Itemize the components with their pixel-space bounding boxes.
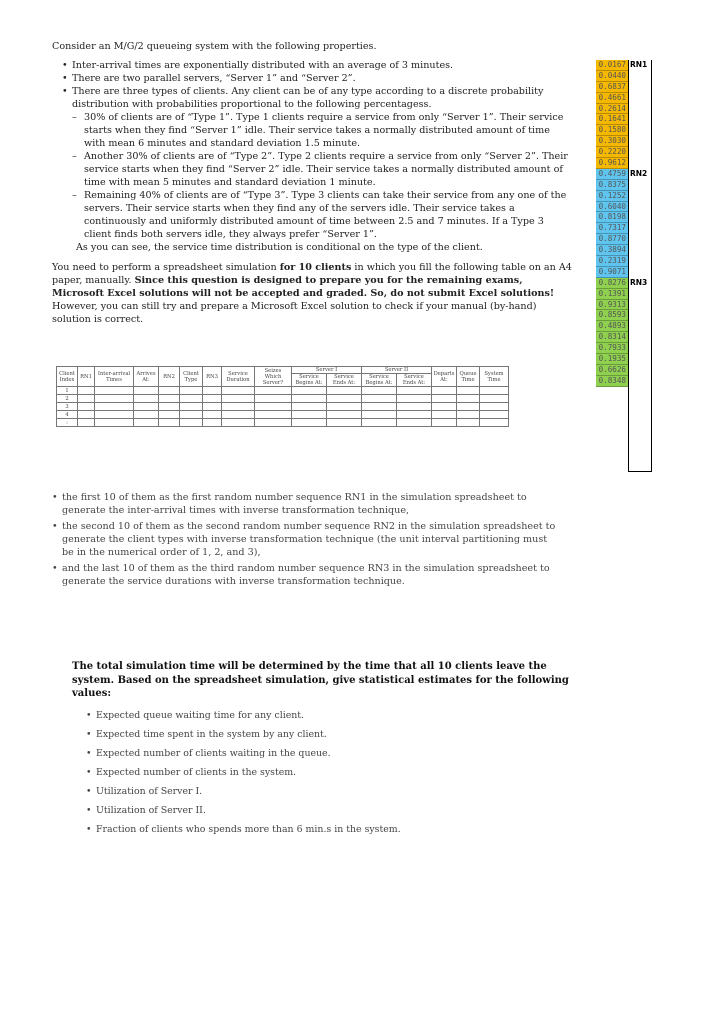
rn-value: 0.1641: [596, 114, 628, 125]
table-cell: [362, 395, 397, 403]
header-s2-begins: Service Begins At:: [362, 374, 397, 387]
row-index-cell: 2: [57, 395, 78, 403]
table-cell: [397, 419, 432, 427]
table-cell: [327, 387, 362, 395]
table-cell: [134, 395, 159, 403]
table-row: [57, 387, 509, 395]
table-cell: [457, 411, 480, 419]
rn-value: 0.9071: [596, 267, 628, 278]
table-cell: [397, 395, 432, 403]
table-cell: [222, 395, 255, 403]
estimate-item: • Fraction of clients who spends more than 6 min.s in the system.: [86, 820, 592, 839]
header-server2: Server II: [362, 367, 432, 374]
table-cell: [95, 419, 134, 427]
table-cell: [159, 419, 180, 427]
rn-value: 0.9612: [596, 158, 628, 169]
table-cell: [292, 403, 327, 411]
header-departs: Departs At:: [432, 367, 457, 387]
table-cell: [222, 387, 255, 395]
table-cell: [203, 387, 222, 395]
table-cell: [327, 419, 362, 427]
table-cell: [362, 403, 397, 411]
usage-rn1: • the first 10 of them as the first random number sequence RN1 in the simulation spreadsheet to generate the inter-arrival times with inverse transformation technique,: [52, 491, 560, 517]
type2-item: – Another 30% of clients are of “Type 2”. Type 2 clients require a service from only “Server 2”. Their service starts when they find “Server 2” idle. Their service takes a normally distributed amount of time with mean 5 minutes and standard deviation 1 minute.: [72, 150, 572, 189]
row-index-cell: :: [57, 419, 78, 427]
table-cell: [95, 411, 134, 419]
table-cell: [457, 387, 480, 395]
conditional-note: As you can see, the service time distribution is conditional on the type of the client.: [76, 242, 483, 253]
estimate-item: • Expected time spent in the system by any client.: [86, 725, 592, 744]
header-rn3: RN3: [203, 367, 222, 387]
table-cell: [255, 419, 292, 427]
rn-value: 0.6626: [596, 365, 628, 376]
property-client-types: [62, 85, 572, 241]
table-cell: [180, 387, 203, 395]
table-row: [57, 395, 509, 403]
usage-section: [52, 491, 560, 588]
table-cell: [78, 411, 95, 419]
table-cell: [222, 419, 255, 427]
header-client-type: Client Type: [180, 367, 203, 387]
table-cell: [180, 395, 203, 403]
intro-section: [52, 40, 572, 326]
task-paragraph: You need to perform a spreadsheet simulation for 10 clients in which you fill the following table on an A4 paper, manually. Since this question is designed to prepare you for the remaining exams, Microsoft Excel solutions will not be accepted and graded. So, do not submit Excel solutions! However, you can still try and prepare a Microsoft Excel solution to check if your manual (by-hand) solution is correct.: [52, 262, 572, 325]
table-cell: [397, 403, 432, 411]
table-cell: [180, 419, 203, 427]
client-types-text: There are three types of clients. Any client can be of any type according to a discrete probability distribution with probabilities proportional to the following percentagess.: [72, 86, 544, 110]
header-interarrival: Inter-arrival Times: [95, 367, 134, 387]
table-cell: [457, 403, 480, 411]
intro-lead: Consider an M/G/2 queueing system with the following properties.: [52, 41, 377, 52]
table-cell: [255, 387, 292, 395]
table-cell: [362, 419, 397, 427]
table-cell: [292, 387, 327, 395]
header-rn1: RN1: [78, 367, 95, 387]
table-cell: [292, 419, 327, 427]
row-index-cell: 1: [57, 387, 78, 395]
table-cell: [222, 411, 255, 419]
rn-label: RN2: [630, 168, 648, 178]
table-cell: [292, 395, 327, 403]
table-cell: [397, 411, 432, 419]
rn-label-frame: [628, 60, 652, 472]
table-cell: [159, 411, 180, 419]
simulation-table: [56, 366, 509, 427]
table-cell: [203, 419, 222, 427]
rn-value: 0.8770: [596, 234, 628, 245]
estimate-item: • Expected number of clients waiting in the queue.: [86, 744, 592, 763]
table-cell: [327, 411, 362, 419]
estimate-item: • Expected number of clients in the system.: [86, 763, 592, 782]
header-service-duration: Service Duration: [222, 367, 255, 387]
rn-value: 0.3030: [596, 136, 628, 147]
table-cell: [327, 395, 362, 403]
table-cell: [292, 411, 327, 419]
table-cell: [480, 403, 509, 411]
header-s1-ends: Service Ends At:: [327, 374, 362, 387]
rn-value: 0.8314: [596, 332, 628, 343]
table-cell: [180, 411, 203, 419]
rn-value: 0.8375: [596, 180, 628, 191]
table-cell: [134, 403, 159, 411]
rn-value: 0.8593: [596, 310, 628, 321]
final-heading: The total simulation time will be determined by the time that all 10 clients leave the system. Based on the spreadsheet simulation, give statistical estimates for the following values:: [72, 661, 569, 699]
header-rn2: RN2: [159, 367, 180, 387]
rn-value: 0.2319: [596, 256, 628, 267]
table-cell: [134, 387, 159, 395]
table-cell: [95, 395, 134, 403]
table-cell: [134, 419, 159, 427]
rn-value: 0.4893: [596, 321, 628, 332]
header-seizes: Seizes Which Server?: [255, 367, 292, 387]
rn-value: 0.3894: [596, 245, 628, 256]
table-cell: [432, 395, 457, 403]
table-cell: [255, 395, 292, 403]
estimates-list: [86, 706, 592, 839]
table-cell: [432, 419, 457, 427]
table-cell: [78, 419, 95, 427]
table-cell: [159, 403, 180, 411]
usage-rn3: • and the last 10 of them as the third random number sequence RN3 in the simulation spreadsheet to generate the service durations with inverse transformation technique.: [52, 562, 560, 588]
properties-list: [62, 59, 572, 241]
rn-value: 0.1252: [596, 191, 628, 202]
rn-value: 0.1935: [596, 354, 628, 365]
table-cell: [78, 403, 95, 411]
estimate-item: • Expected queue waiting time for any client.: [86, 706, 592, 725]
table-cell: [457, 419, 480, 427]
type3-item: – Remaining 40% of clients are of “Type 3”. Type 3 clients can take their service from any one of the servers. Their service starts when they find any of the servers idle. Their service takes a continuously and uniformly distributed amount of time between 2.5 and 7 minutes. If a Type 3 client finds both servers idle, they always prefer “Server 1”.: [72, 189, 572, 241]
table-cell: [480, 411, 509, 419]
header-queue-time: Queue Time: [457, 367, 480, 387]
rn-value: 0.9313: [596, 300, 628, 311]
table-cell: [397, 387, 432, 395]
table-cell: [327, 403, 362, 411]
header-client-index: Client Index: [57, 367, 78, 387]
table-cell: [432, 387, 457, 395]
simulation-table-wrap: [56, 366, 509, 427]
rn-value: 0.2220: [596, 147, 628, 158]
client-types-list: [72, 111, 572, 241]
table-row: [57, 403, 509, 411]
table-cell: [78, 395, 95, 403]
usage-rn2: • the second 10 of them as the second random number sequence RN2 in the simulation spreadsheet to generate the client types with inverse transformation technique (the unit interval partitioning must be in the numerical order of 1, 2, and 3),: [52, 520, 560, 559]
table-cell: [95, 387, 134, 395]
rn-label: RN3: [630, 277, 648, 287]
rn-value: 0.1580: [596, 125, 628, 136]
table-cell: [159, 387, 180, 395]
table-cell: [78, 387, 95, 395]
final-section: [72, 660, 592, 839]
table-cell: [203, 395, 222, 403]
table-cell: [203, 411, 222, 419]
rn-value: 0.8276: [596, 278, 628, 289]
property-servers: • There are two parallel servers, “Server 1” and “Server 2”.: [62, 72, 572, 85]
estimate-item: • Utilization of Server II.: [86, 801, 592, 820]
header-system-time: System Time: [480, 367, 509, 387]
property-interarrival: • Inter-arrival times are exponentially distributed with an average of 3 minutes.: [62, 59, 572, 72]
header-server1: Server I: [292, 367, 362, 374]
table-row: [57, 411, 509, 419]
row-index-cell: 3: [57, 403, 78, 411]
rn-value: 0.6040: [596, 202, 628, 213]
rn-value: 0.4759: [596, 169, 628, 180]
table-cell: [222, 403, 255, 411]
rn-value: 0.7933: [596, 343, 628, 354]
rn-label: RN1: [630, 60, 648, 69]
table-cell: [362, 411, 397, 419]
table-cell: [255, 411, 292, 419]
table-row: [57, 419, 509, 427]
rn-value: 0.0440: [596, 71, 628, 82]
table-cell: [480, 395, 509, 403]
rn-value: 0.0167: [596, 60, 628, 71]
type1-item: – 30% of clients are of “Type 1”. Type 1 clients require a service from only “Server 1”. Their service starts when they find “Server 1” idle. Their service takes a normally distributed amount of time with mean 6 minutes and standard deviation 1.5 minute.: [72, 111, 572, 150]
table-cell: [134, 411, 159, 419]
header-s1-begins: Service Begins At:: [292, 374, 327, 387]
rn-value: 0.4661: [596, 93, 628, 104]
header-arrives: Arrives At:: [134, 367, 159, 387]
table-cell: [95, 403, 134, 411]
table-cell: [432, 411, 457, 419]
table-cell: [203, 403, 222, 411]
row-index-cell: 4: [57, 411, 78, 419]
usage-list: [52, 491, 560, 588]
table-cell: [432, 403, 457, 411]
table-cell: [159, 395, 180, 403]
rn-value: 0.8198: [596, 212, 628, 223]
table-cell: [255, 403, 292, 411]
table-cell: [457, 395, 480, 403]
estimate-item: • Utilization of Server I.: [86, 782, 592, 801]
header-s2-ends: Service Ends At:: [397, 374, 432, 387]
rn-value: 0.1391: [596, 289, 628, 300]
rn-value: 0.8348: [596, 376, 628, 387]
rn-value: 0.6837: [596, 82, 628, 93]
table-cell: [362, 387, 397, 395]
table-cell: [480, 419, 509, 427]
table-cell: [180, 403, 203, 411]
rn-value: 0.7317: [596, 223, 628, 234]
table-cell: [480, 387, 509, 395]
rn-value: 0.2614: [596, 104, 628, 115]
